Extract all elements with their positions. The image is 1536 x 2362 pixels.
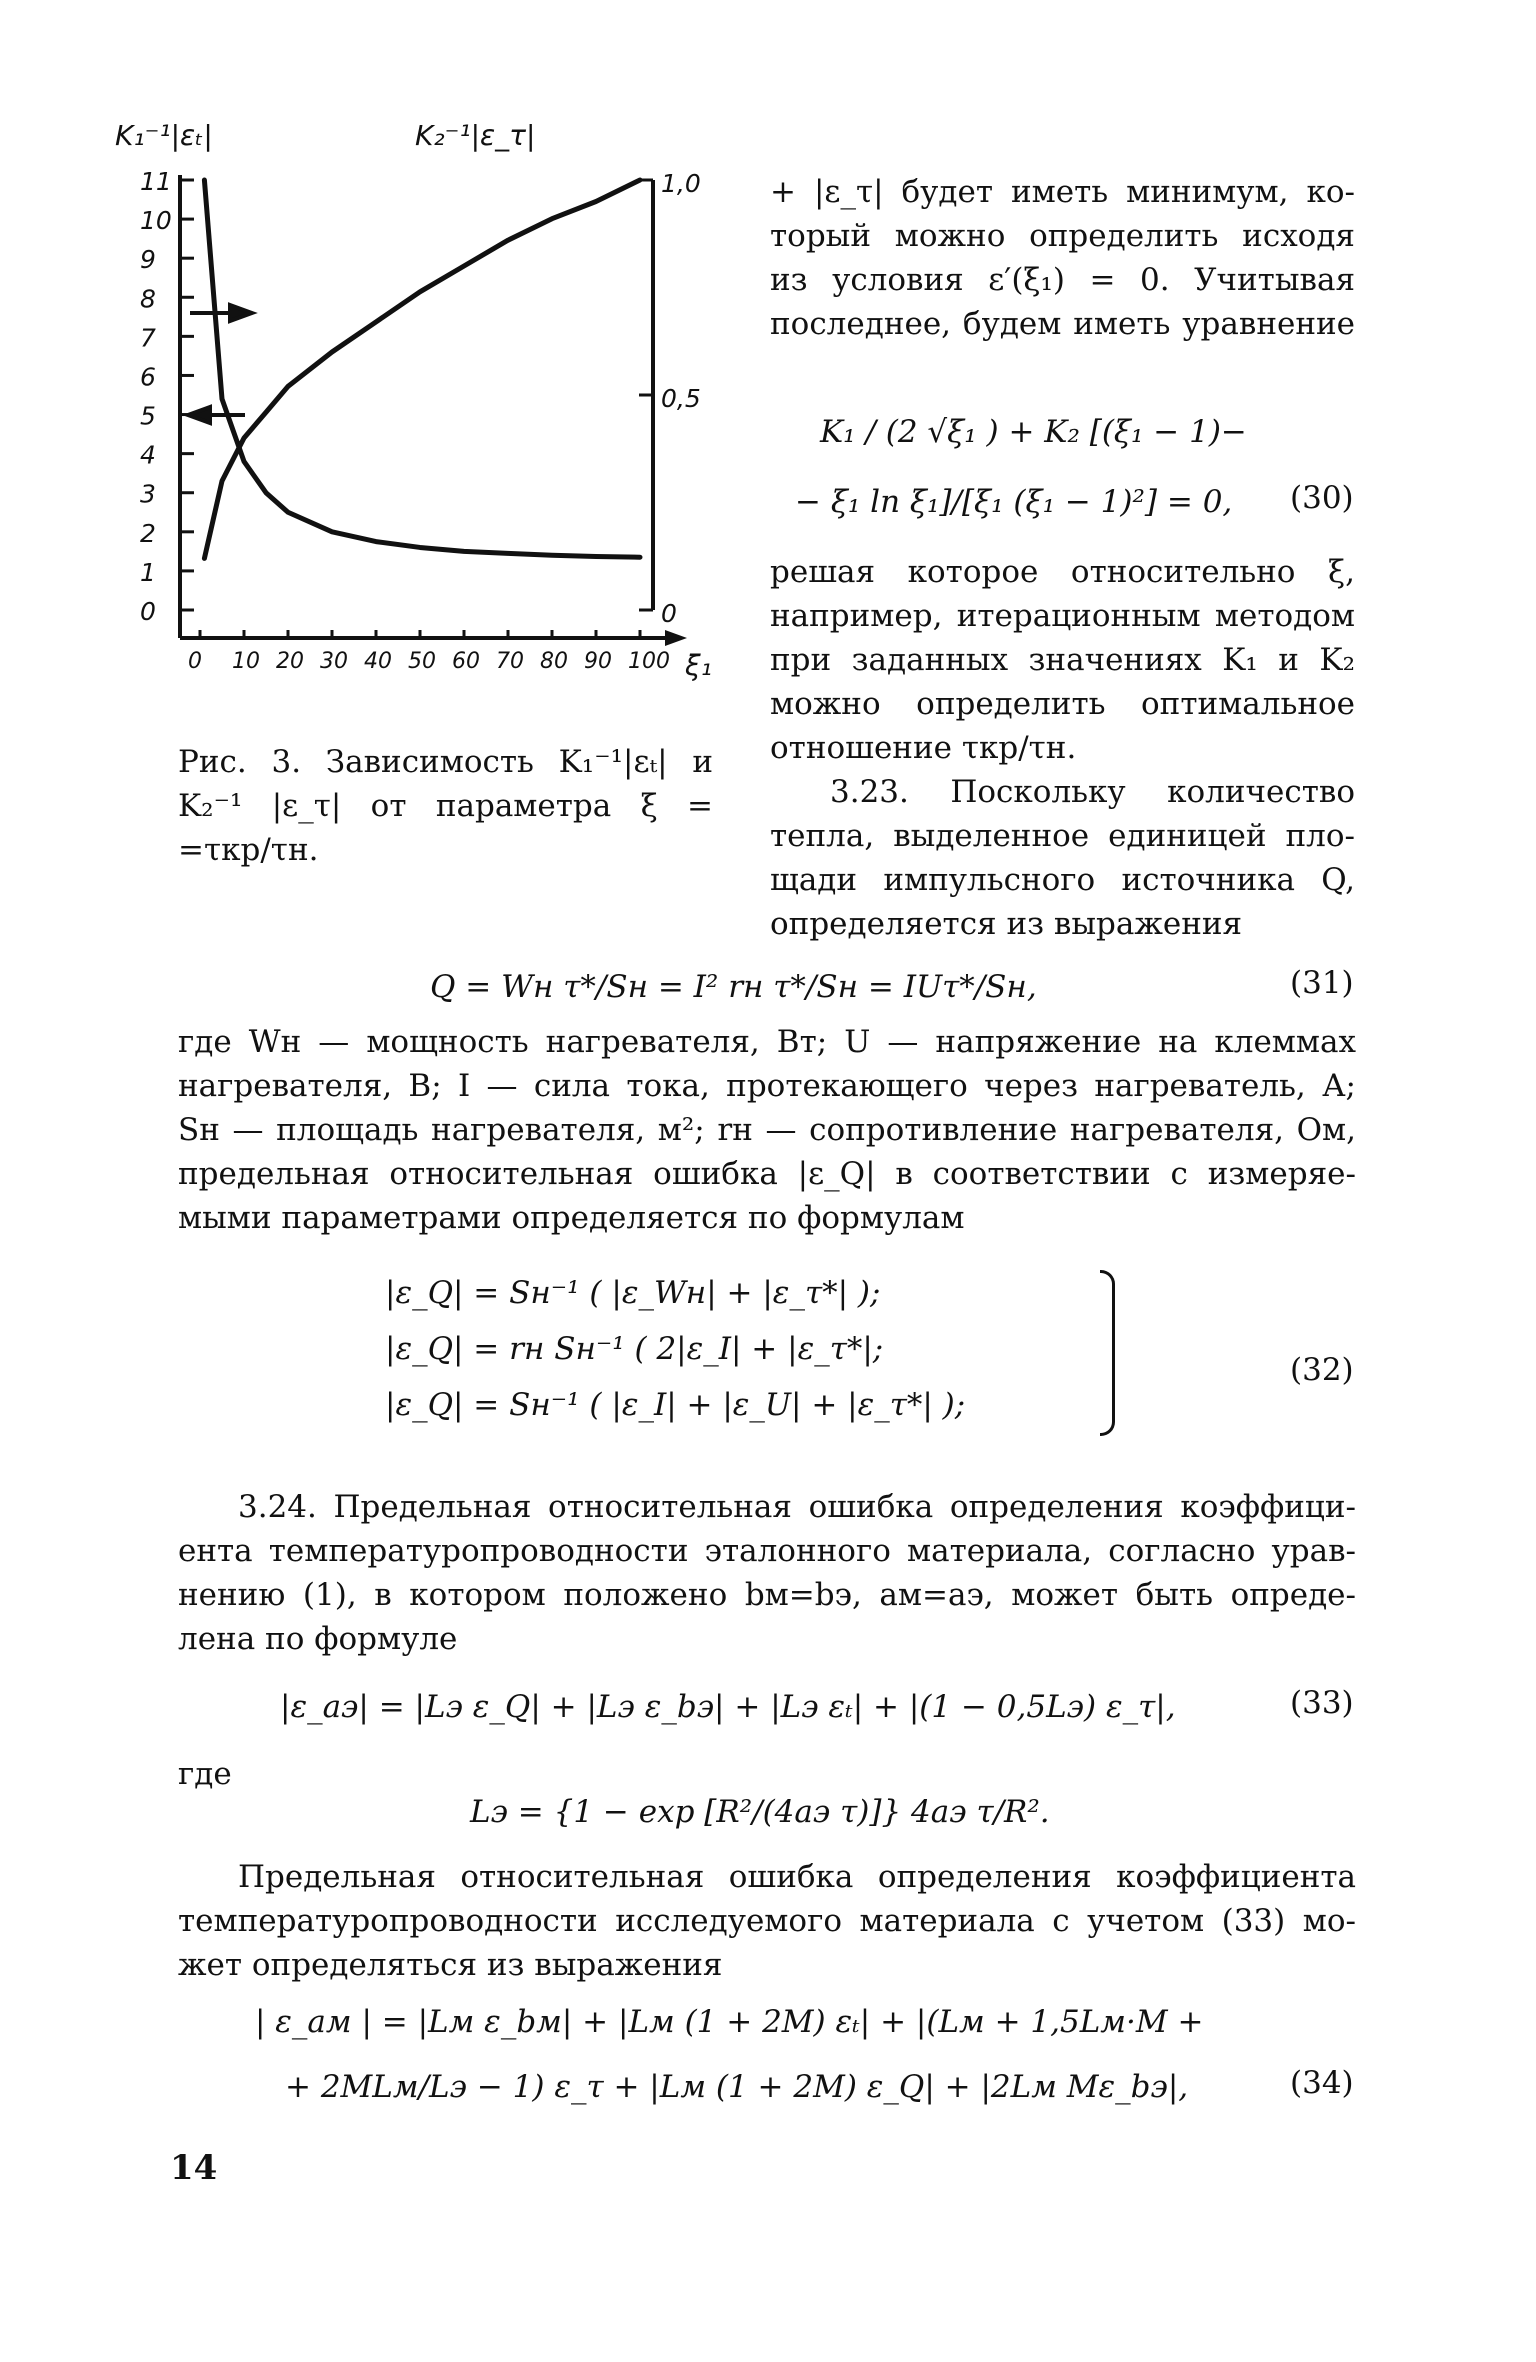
curve-right-axis — [204, 180, 640, 558]
equation-33: |ε_aэ| = |Lэ ε_Q| + |Lэ ε_bэ| + |Lэ εₜ| + |(1 − 0,5Lэ) ε_τ|, — [280, 1689, 1176, 1725]
text-line: предельная относительная ошибка |ε_Q| в соответствии с измеряе- — [178, 1156, 1356, 1192]
text-line: нагревателя, В; I — сила тока, протекающего через нагреватель, А; — [178, 1068, 1356, 1104]
equation-31-number: (31) — [1290, 965, 1354, 1001]
where-word: где — [178, 1756, 232, 1792]
left-tick-label: 8 — [140, 284, 156, 314]
left-tick-label: 0 — [140, 597, 156, 626]
left-tick-label: 5 — [140, 401, 156, 431]
left-tick-label: 1 — [140, 557, 156, 587]
arrow-right-curve — [188, 407, 245, 423]
x-tick-label: 90 — [584, 649, 612, 674]
arrow-left-curve — [190, 305, 252, 321]
x-axis-arrowhead — [665, 630, 687, 646]
caption-line-3: =τкр/τн. — [178, 832, 319, 868]
text-line: решая которое относительно ξ, — [770, 554, 1355, 590]
left-tick-label: 10 — [140, 206, 172, 236]
text-line: лена по формуле — [178, 1621, 458, 1657]
equation-30-line-1: K₁ / (2 √ξ₁ ) + K₂ [(ξ₁ − 1)− — [820, 414, 1247, 450]
text-line: жет определяться из выражения — [178, 1947, 723, 1983]
x-tick-label: 100 — [628, 649, 670, 674]
left-axis-label: K₁⁻¹|εₜ| — [115, 119, 213, 152]
text-line: 3.24. Предельная относительная ошибка определения коэффици- — [238, 1489, 1356, 1525]
left-tick-label: 9 — [140, 245, 156, 275]
right-tick-label: 0 — [661, 599, 677, 628]
figure-caption — [178, 740, 713, 872]
equation-30-number: (30) — [1290, 480, 1354, 516]
caption-line-1: Рис. 3. Зависимость K₁⁻¹|εₜ| и — [178, 744, 713, 780]
text-line: отношение τкр/τн. — [770, 730, 1077, 766]
equation-32-system — [385, 1265, 965, 1433]
text-line: 3.23. Поскольку количество — [830, 774, 1355, 810]
chart-curves — [204, 180, 640, 558]
x-tick-label: 60 — [452, 649, 480, 674]
x-tick-label: 0 — [188, 649, 202, 674]
text-line: ента температуропроводности эталонного материала, согласно урав- — [178, 1533, 1356, 1569]
text-line: мыми параметрами определяется по формулам — [178, 1200, 965, 1236]
text-line: например, итерационным методом — [770, 598, 1355, 634]
equation-34-line-1: | ε_aм | = |Lм ε_bм| + |Lм (1 + 2M) εₜ| + |(Lм + 1,5Lм·M + — [255, 2004, 1204, 2040]
x-tick-label: 80 — [540, 649, 568, 674]
paragraph-2 — [178, 1485, 1356, 1661]
equation-32-line: |ε_Q| = Sн⁻¹ ( |ε_I| + |ε_U| + |ε_τ*| ); — [385, 1387, 966, 1423]
right-tick-label: 0,5 — [661, 384, 701, 413]
equation-34-number: (34) — [1290, 2065, 1354, 2101]
equation-31: Q = Wн τ*/Sн = I² rн τ*/Sн = IUτ*/Sн, — [430, 969, 1037, 1005]
text-line: щади импульсного источника Q, — [770, 862, 1355, 898]
text-line: последнее, будем иметь уравнение — [770, 306, 1355, 342]
right-axis-label: K₂⁻¹|ε_τ| — [415, 119, 536, 152]
equation-32-number: (32) — [1290, 1352, 1354, 1388]
figure-chart — [115, 119, 730, 730]
chart-ticks — [140, 167, 701, 674]
equation-L: Lэ = {1 − exp [R²/(4aэ τ)]} 4aэ τ/R². — [470, 1794, 1050, 1830]
equation-32-line: |ε_Q| = rн Sн⁻¹ ( 2|ε_I| + |ε_τ*|; — [385, 1331, 884, 1367]
text-line: + |ε_τ| будет иметь минимум, ко- — [770, 174, 1355, 210]
text-line: температуропроводности исследуемого материала с учетом (33) мо- — [178, 1903, 1356, 1939]
text-line: где Wн — мощность нагревателя, Вт; U — напряжение на клеммах — [178, 1024, 1356, 1060]
caption-line-2: K₂⁻¹ |ε_τ| от параметра ξ = — [178, 788, 713, 824]
left-tick-label: 11 — [140, 167, 172, 196]
x-tick-label: 50 — [408, 649, 436, 674]
curve-left-axis — [204, 180, 640, 557]
text-line: при заданных значениях K₁ и K₂ — [770, 642, 1355, 678]
x-axis-label: ξ₁ — [685, 649, 712, 682]
left-tick-label: 6 — [140, 362, 156, 392]
x-tick-label: 70 — [496, 649, 524, 674]
paragraph-1 — [178, 1020, 1356, 1240]
equation-32-brace — [1100, 1270, 1115, 1436]
equation-34-line-2: + 2MLм/Lэ − 1) ε_τ + |Lм (1 + 2M) ε_Q| + |2Lм Mε_bэ|, — [285, 2069, 1189, 2105]
text-line: можно определить оптимальное — [770, 686, 1355, 722]
x-tick-label: 40 — [364, 649, 392, 674]
left-tick-label: 4 — [140, 440, 156, 470]
x-tick-label: 30 — [320, 649, 348, 674]
equation-33-number: (33) — [1290, 1685, 1354, 1721]
equation-32-line: |ε_Q| = Sн⁻¹ ( |ε_Wн| + |ε_τ*| ); — [385, 1275, 881, 1311]
text-line: торый можно определить исходя — [770, 218, 1355, 254]
right-column-text — [770, 170, 1355, 346]
left-tick-label: 7 — [140, 323, 156, 353]
x-tick-label: 10 — [232, 649, 260, 674]
text-line: Sн — площадь нагревателя, м²; rн — сопротивление нагревателя, Ом, — [178, 1112, 1356, 1148]
equation-30-line-2: − ξ₁ ln ξ₁]/[ξ₁ (ξ₁ − 1)²] = 0, — [795, 484, 1233, 520]
text-line: определяется из выражения — [770, 906, 1243, 942]
chart-axes — [180, 175, 687, 646]
right-tick-label: 1,0 — [661, 169, 701, 198]
paragraph-3 — [178, 1855, 1356, 1987]
left-tick-label: 3 — [140, 479, 156, 509]
text-line: Предельная относительная ошибка определения коэффициента — [238, 1859, 1356, 1895]
right-column-text-2 — [770, 550, 1355, 946]
text-line: из условия ε′(ξ₁) = 0. Учитывая — [770, 262, 1355, 298]
text-line: тепла, выделенное единицей пло- — [770, 818, 1355, 854]
left-tick-label: 2 — [140, 518, 156, 548]
page-number: 14 — [170, 2148, 218, 2188]
x-tick-label: 20 — [276, 649, 304, 674]
text-line: нению (1), в котором положено bм=bэ, aм=aэ, может быть опреде- — [178, 1577, 1356, 1613]
